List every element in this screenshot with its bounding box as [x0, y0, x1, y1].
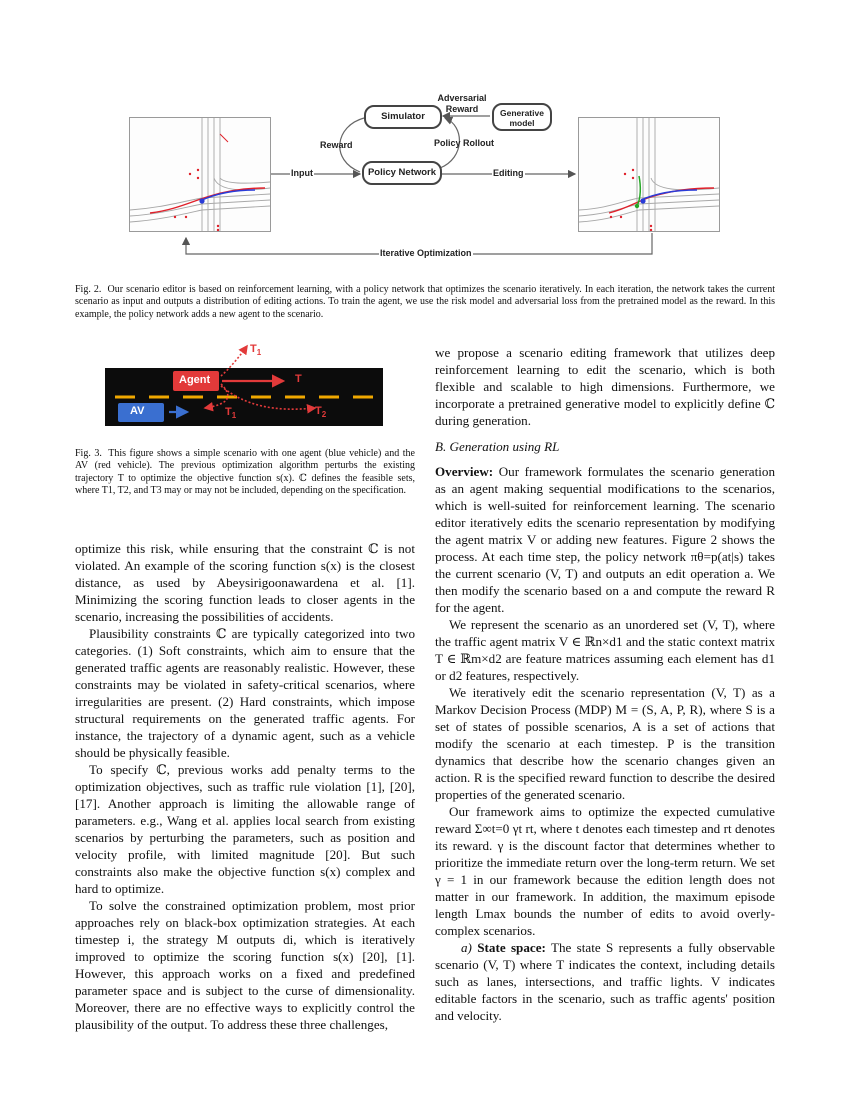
generative-model-node — [492, 103, 552, 131]
state-space-marker: a) — [461, 940, 472, 955]
output-scenario-image — [578, 117, 720, 232]
input-scenario-image — [129, 117, 271, 232]
left-paragraph-4: To solve the constrained optimization problem, most prior approaches rely on black-box optimization strategies. At each timestep i, the strategy M outputs di, which is iteratively improved to optimize the scoring function s(x) [20], [1]. However, this approach works on a fixed and predefined parameter space and is subject to the curse of dimensionality. Moreover, there are no effective ways to explicitly control the plausibility of the output. To address these three challenges, — [75, 898, 415, 1032]
figure-3 — [105, 343, 383, 426]
generative-model-label: Generative model — [500, 108, 544, 128]
editing-label: Editing — [493, 168, 524, 178]
state-space-paragraph — [435, 939, 775, 1024]
reward-paragraph: Our framework aims to optimize the expected cumulative reward Σ∞t=0 γt rt, where t denotes each timestep and rt denotes its reward. γ is the discount factor that determines whether to prioritize the immediate return over the long-term return. We set γ = 1 in our framework because the edition length does not matter in our framework. In addition, the maximum episode length Lmax bounds the number of edits to avoid overly-complex scenarios. — [435, 804, 775, 938]
fig3-t1-bottom-label — [225, 406, 236, 420]
left-paragraph-3: To specify ℂ, previous works add penalty terms to the optimization objectives, such as traffic rule violation [1], [20], [17]. Another approach is limiting the allowable range of parameters. e.g., Wang et al. applies local search from existing scenarios by perturbing the parameters, such as position and velocity profile, with limited magnitude [20]. But such constraints also make the objective function s(x) complex and hard to optimize. — [75, 762, 415, 896]
simulator-node: Simulator — [364, 105, 442, 129]
fig3-t1-bottom-sub: 1 — [231, 411, 237, 421]
fig3-t1-bottom-t: T — [225, 406, 232, 418]
fig3-caption-text: This figure shows a simple scenario with one agent (blue vehicle) and the AV (red vehicle). The previous optimization algorithm perturbs the existing trajectory T to optimize the objective function s(x). ℂ defines the feasible sets, where T1, T2, and T3 may or may not be included, depending on the specification. — [75, 448, 415, 496]
state-space-text: The state S represents a fully observable scenario (V, T) where T indicates the context, including details such as lanes, intersections, and traffic lights. V indicates editable factors in the scenario, such as traffic agents' position and velocity. — [435, 940, 775, 1023]
fig3-t1-top-label — [250, 343, 261, 357]
left-paragraph-1: optimize this risk, while ensuring that the constraint ℂ is not violated. An example of the scoring function s(x) is the closest distance, as used by Abeysirigoonawardena et al. [1]. Minimizing the scoring function leads to closer agents in the scenario, increasing the possibilities of accidents. — [75, 541, 415, 624]
fig2-caption-lead: Fig. 2. — [75, 284, 102, 295]
fig3-t-label: T — [295, 373, 302, 385]
figure-2 — [120, 88, 730, 273]
iterative-optimization-label: Iterative Optimization — [380, 248, 472, 258]
fig3-t2-t: T — [315, 405, 322, 417]
fig3-av-label: AV — [130, 405, 145, 417]
fig3-road-diagram — [105, 368, 383, 426]
overview-paragraph — [435, 463, 775, 616]
policy-rollout-label: Policy Rollout — [434, 138, 495, 148]
fig3-t2-sub: 2 — [321, 410, 327, 420]
fig3-caption — [75, 448, 415, 497]
overview-heading: Overview: — [435, 464, 494, 479]
policy-network-node: Policy Network — [362, 161, 442, 185]
reward-label: Reward — [320, 140, 353, 150]
fig3-caption-lead: Fig. 3. — [75, 448, 102, 459]
fig2-caption-text: Our scenario editor is based on reinforcement learning, with a policy network that optimizes the scenario iteratively. In each iteration, the network takes the current scenario as input and outputs a distribution of editing actions. To train the agent, we use the risk model and adversarial loss from the pretrained model as the reward. In this example, the policy network adds a new agent to the scenario. — [75, 284, 776, 320]
input-label: Input — [291, 168, 313, 178]
mdp-paragraph: We iteratively edit the scenario representation (V, T) as a Markov Decision Process (MDP) M = (S, A, P, R), where S is a set of states of possible scenarios, A is a set of actions that modify the scenario at each timestep. P is the transition dynamics that describe how the scenario changes given an action. R is the specified reward function to describe the desired properties of the generated scenario. — [435, 685, 775, 802]
fig3-t1-top-t: T — [250, 343, 257, 355]
left-paragraph-2: Plausibility constraints ℂ are typically categorized into two categories. (1) Soft constraints, which aim to ensure that the generated traffic agents are reasonably realistic. However, these constraints may be violated in safety-critical scenarios, where irregularities are present. (2) Hard constraints, which impose structural requirements on the generated traffic agents. For instance, the trajectory of a dynamic agent, such as a vehicle should be physically feasible. — [75, 626, 415, 760]
representation-paragraph: We represent the scenario as an unordered set (V, T), where the traffic agent matrix V ∈ ℝn×d1 and the static context matrix T ∈ ℝm×d2 are feature matrices assuming each element has d1 or d2 features, respectively. — [435, 617, 775, 683]
section-heading: B. Generation using RL — [435, 439, 560, 454]
fig3-agent-label: Agent — [179, 374, 211, 386]
left-column — [75, 540, 415, 1033]
fig3-t2-label — [315, 405, 326, 419]
fig3-t1-top-sub: 1 — [256, 348, 262, 358]
adversarial-reward-label: Adversarial Reward — [437, 93, 487, 114]
state-space-heading: State space: — [477, 940, 546, 955]
overview-text: Our framework formulates the scenario generation as an agent making sequential modifications to the scenarios, which is well-suited for reinforcement learning. The scenario editor iteratively edits the scenario representation by modifying the agent matrix V or adding new features. Figure 2 shows the process. At each time step, the policy network πθ=p(at|s) takes the current scenario (V, T) and outputs an edit operation a. We then modify the scenario based on a and compute the reward R for the agent. — [435, 464, 775, 615]
fig2-caption — [75, 284, 775, 321]
right-paragraph-intro: we propose a scenario editing framework that utilizes deep reinforcement learning to edit the scenario, which is both flexible and scalable to high dimensions. Furthermore, we incorporate a pretrained generative model to explicitly define ℂ during generation. — [435, 345, 775, 428]
right-column — [435, 344, 775, 1024]
